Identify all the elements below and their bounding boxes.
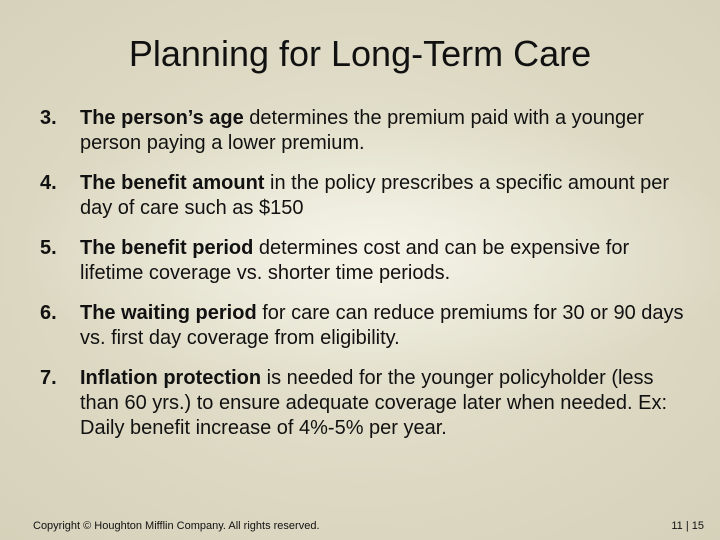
item-term: The person’s age [80, 107, 244, 129]
item-description: for care can reduce premiums for 30 or 90 days vs. first day coverage from eligibility. [80, 302, 684, 349]
list-item [40, 366, 690, 441]
item-term: The benefit period [80, 237, 254, 259]
item-description: is needed for the younger policyholder (less than 60 yrs.) to ensure adequate coverage later when needed. Ex: Daily benefit increase of 4%-5% per year. [80, 367, 668, 439]
item-term: Inflation protection [80, 367, 262, 389]
item-term: The benefit amount [80, 172, 265, 194]
item-text [80, 106, 690, 156]
item-description: determines the premium paid with a younger person paying a lower premium. [80, 107, 644, 154]
item-text [80, 236, 690, 286]
item-term: The waiting period [80, 302, 257, 324]
item-description: in the policy prescribes a specific amount per day of care such as $150 [80, 172, 670, 219]
item-text [80, 366, 690, 441]
item-number: 6. [40, 302, 57, 324]
bullet-list [40, 106, 690, 456]
item-number: 3. [40, 107, 57, 129]
slide-title: Planning for Long-Term Care [128, 33, 592, 74]
list-item [40, 171, 690, 221]
copyright-notice: Copyright © Houghton Mifflin Company. All rights reserved. [33, 520, 320, 532]
list-item [40, 236, 690, 286]
list-item [40, 301, 690, 351]
item-description: determines cost and can be expensive for lifetime coverage vs. shorter time periods. [80, 237, 630, 284]
item-number: 4. [40, 172, 57, 194]
item-text [80, 301, 690, 351]
item-number: 5. [40, 237, 57, 259]
item-text [80, 171, 690, 221]
page-number: 11 | 15 [671, 520, 704, 532]
list-item [40, 106, 690, 156]
item-number: 7. [40, 367, 57, 389]
